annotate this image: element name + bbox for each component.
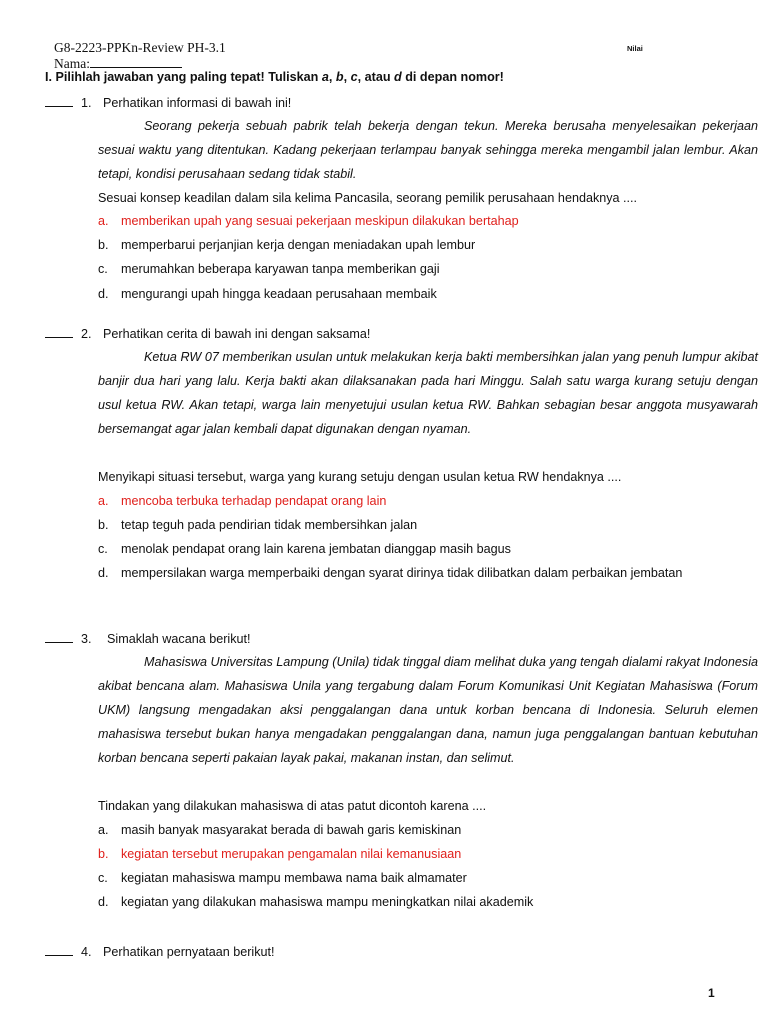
question-1-prompt: 1. Perhatikan informasi di bawah ini! — [45, 95, 291, 110]
question-1-stem: Sesuai konsep keadilan dalam sila kelima Pancasila, seorang pemilik perusahaan hendaknya .... — [98, 191, 638, 205]
question-3-option-c: c. kegiatan mahasiswa mampu membawa nama baik almamater — [98, 871, 467, 885]
answer-blank[interactable] — [45, 95, 73, 107]
question-3-option-a: a. masih banyak masyarakat berada di bawah garis kemiskinan — [98, 823, 462, 837]
nilai-label: Nilai — [627, 44, 643, 53]
question-1-option-a: a. memberikan upah yang sesuai pekerjaan meskipun dilakukan bertahap — [98, 214, 519, 228]
question-2-option-d: d. mempersilakan warga memperbaiki dengan syarat dirinya tidak dilibatkan dalam perbaikan jembatan — [98, 566, 683, 580]
question-2-stem: Menyikapi situasi tersebut, warga yang kurang setuju dengan usulan ketua RW hendaknya .... — [98, 470, 622, 484]
instruction-heading: I. Pilihlah jawaban yang paling tepat! Tuliskan a, b, c, atau d di depan nomor! — [45, 70, 504, 84]
question-3-stem: Tindakan yang dilakukan mahasiswa di atas patut dicontoh karena .... — [98, 799, 487, 813]
question-1-option-b: b. memperbarui perjanjian kerja dengan meniadakan upah lembur — [98, 238, 476, 252]
answer-blank[interactable] — [45, 326, 73, 338]
question-1-passage: Seorang pekerja sebuah pabrik telah bekerja dengan tekun. Mereka berusaha menyelesaikan pekerjaan sesuai waktu yang ditentukan. Kadang pekerjaan terlampau banyak sehingga mereka mengambil jalan lembur. Akan tetapi, kondisi perusahaan sedang tidak stabil. — [98, 119, 758, 181]
worksheet-title: G8-2223-PPKn-Review PH-3.1 — [54, 40, 226, 55]
question-2-passage: Ketua RW 07 memberikan usulan untuk melakukan kerja bakti membersihkan jalan yang penuh lumpur akibat banjir dua hari yang lalu. Kerja bakti akan dilaksanakan pada hari Minggu. Salah satu warga kurang setuju dengan usul ketua RW. Akan tetapi, warga lain menyetujui usulan ketua RW. Bahkan sebagian besar anggota musyawarah bersemangat agar jalan kembali dapat digunakan dengan nyaman. — [98, 350, 758, 436]
answer-blank[interactable] — [45, 631, 73, 643]
question-1-option-d: d. mengurangi upah hingga keadaan perusahaan membaik — [98, 287, 437, 301]
question-3-option-b: b. kegiatan tersebut merupakan pengamalan nilai kemanusiaan — [98, 847, 462, 861]
question-2-option-b: b. tetap teguh pada pendirian tidak membersihkan jalan — [98, 518, 418, 532]
question-4-prompt: 4. Perhatikan pernyataan berikut! — [45, 944, 275, 959]
page-number: 1 — [708, 986, 715, 1000]
question-2-option-a: a. mencoba terbuka terhadap pendapat orang lain — [98, 494, 387, 508]
question-2-option-c: c. menolak pendapat orang lain karena jembatan dianggap masih bagus — [98, 542, 511, 556]
name-blank-line[interactable] — [90, 55, 182, 68]
question-2-prompt: 2. Perhatikan cerita di bawah ini dengan saksama! — [45, 326, 370, 341]
question-1-option-c: c. merumahkan beberapa karyawan tanpa memberikan gaji — [98, 262, 440, 276]
question-3-prompt: 3. Simaklah wacana berikut! — [45, 631, 251, 646]
name-label: Nama: — [54, 56, 90, 71]
question-3-option-d: d. kegiatan yang dilakukan mahasiswa mampu meningkatkan nilai akademik — [98, 895, 534, 909]
question-3-passage: Mahasiswa Universitas Lampung (Unila) tidak tinggal diam melihat duka yang tengah dialami rakyat Indonesia akibat bencana alam. Mahasiswa Unila yang tergabung dalam Forum Komunikasi Unit Kegiatan Mahasiswa (Forum UKM) langsung mengadakan aksi penggalangan dana untuk korban bencana di Indonesia. Seluruh elemen mahasiswa tersebut bukan hanya mengadakan penggalangan dana, namun juga penggalangan bantuan kebutuhan korban bencana seperti pakaian layak pakai, makanan instan, dan selimut. — [98, 655, 758, 765]
answer-blank[interactable] — [45, 944, 73, 956]
